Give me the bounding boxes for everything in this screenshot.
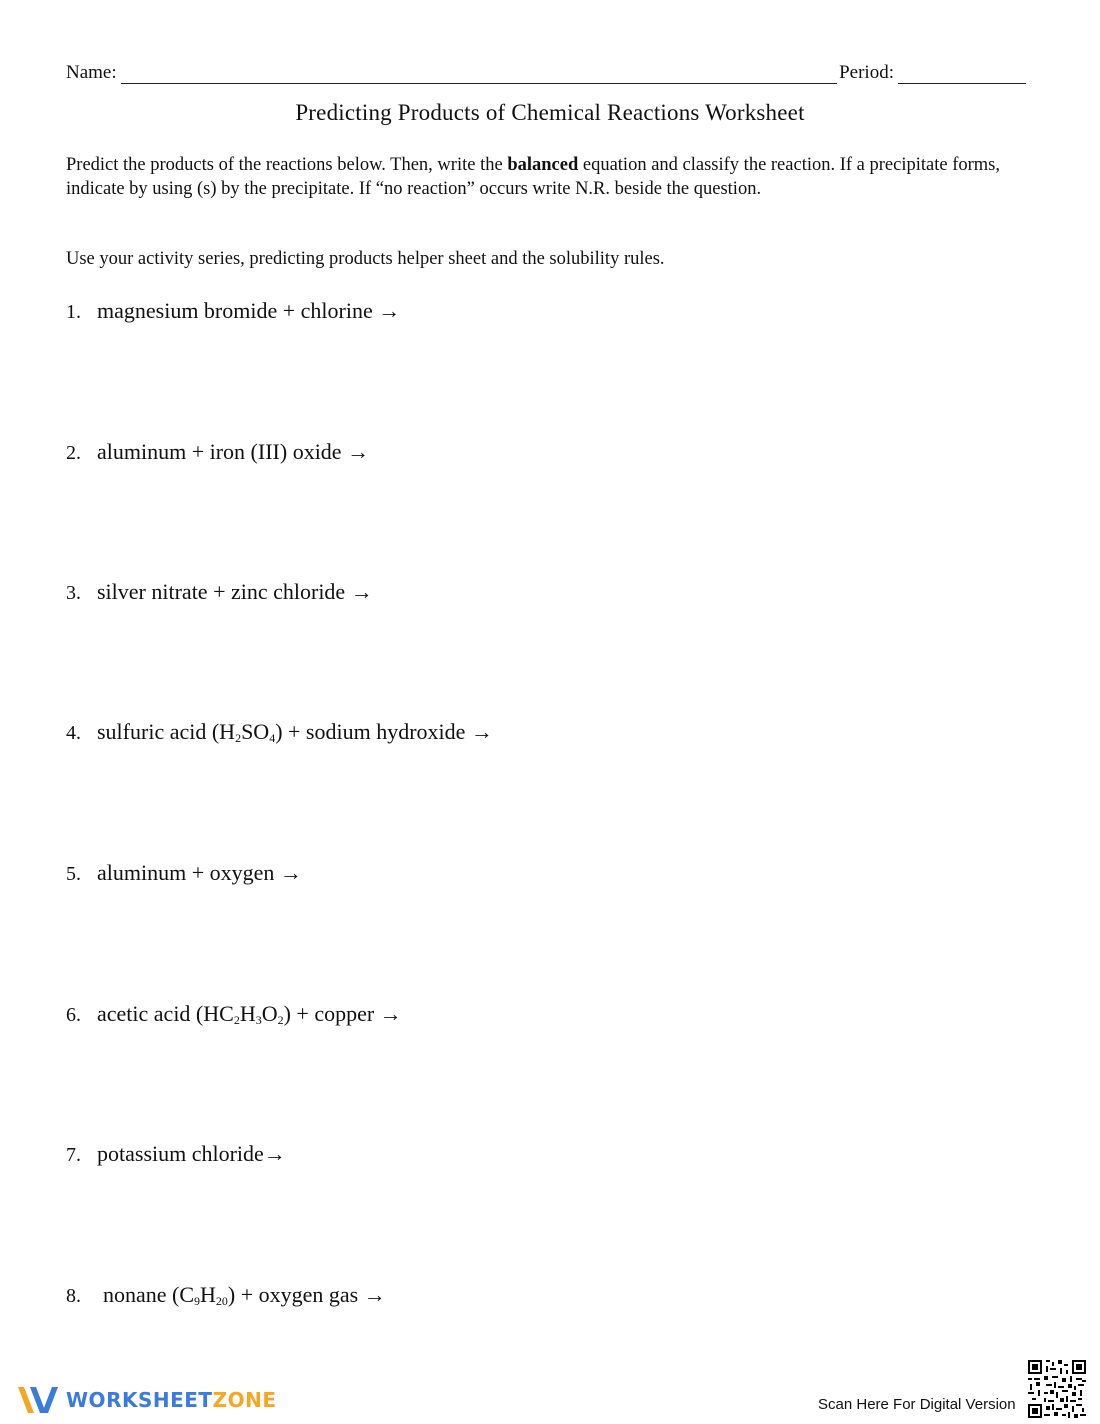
question-text: O (261, 1001, 278, 1026)
instructions (66, 153, 1031, 201)
question-text: aluminum + oxygen → (97, 860, 302, 885)
worksheetzone-logo[interactable] (16, 1382, 276, 1418)
subscript: 4 (269, 731, 276, 745)
qr-code-icon[interactable] (1028, 1360, 1086, 1418)
page-title: Predicting Products of Chemical Reactions Worksheet (295, 100, 805, 125)
question-4 (66, 719, 493, 746)
instructions-text-1: Predict the products of the reactions below. Then, write the (66, 155, 508, 175)
question-5 (66, 860, 302, 886)
question-text: ) + sodium hydroxide → (275, 719, 493, 744)
logo-text-part1: WORKSHEET (66, 1388, 213, 1412)
period-field[interactable] (898, 63, 1026, 84)
question-number: 3. (66, 582, 81, 604)
question-7 (66, 1141, 286, 1167)
subscript: 3 (255, 1013, 262, 1027)
question-text: potassium chloride→ (97, 1141, 286, 1166)
question-number: 8. (66, 1285, 81, 1307)
question-2 (66, 439, 369, 465)
question-number: 6. (66, 1004, 81, 1026)
instructions-text-2: equation and classify the reaction. If a precipitate forms, indicate by using (s) by the precipitate. If “no reaction” occurs write N.R. beside the question. (66, 155, 1000, 199)
name-label: Name: (66, 62, 117, 83)
question-text: nonane (C (103, 1282, 195, 1307)
question-text: ) + copper → (283, 1001, 402, 1026)
question-number: 7. (66, 1144, 81, 1166)
question-text: ) + oxygen gas → (227, 1282, 386, 1307)
question-text: SO (241, 719, 270, 744)
question-text: magnesium bromide + chlorine → (97, 298, 401, 323)
question-text: H (239, 1001, 256, 1026)
subscript: 2 (233, 1013, 240, 1027)
question-number: 4. (66, 722, 81, 744)
question-1 (66, 298, 400, 324)
question-3 (66, 579, 373, 605)
question-8 (66, 1282, 386, 1309)
header-row (66, 62, 1026, 84)
instructions-bold: balanced (507, 155, 579, 175)
period-label: Period: (839, 62, 894, 83)
subscript: 2 (235, 731, 242, 745)
subscript: 20 (215, 1294, 228, 1308)
question-number: 1. (66, 301, 81, 323)
name-field[interactable] (121, 63, 837, 84)
scan-caption: Scan Here For Digital Version (818, 1396, 1016, 1413)
question-number: 5. (66, 863, 81, 885)
question-number: 2. (66, 442, 81, 464)
question-6 (66, 1001, 402, 1028)
instructions-use-line: Use your activity series, predicting products helper sheet and the solubility rules. (66, 249, 665, 269)
question-text: H (200, 1282, 216, 1307)
logo-w-icon (16, 1383, 60, 1417)
question-text: sulfuric acid (H (97, 719, 236, 744)
logo-text-part2: ZONE (212, 1388, 277, 1412)
subscript: 9 (194, 1294, 201, 1308)
question-text: silver nitrate + zinc chloride → (97, 579, 373, 604)
subscript: 2 (277, 1013, 284, 1027)
logo-text (66, 1388, 276, 1412)
question-text: acetic acid (HC (97, 1001, 234, 1026)
question-text: aluminum + iron (III) oxide → (97, 439, 370, 464)
